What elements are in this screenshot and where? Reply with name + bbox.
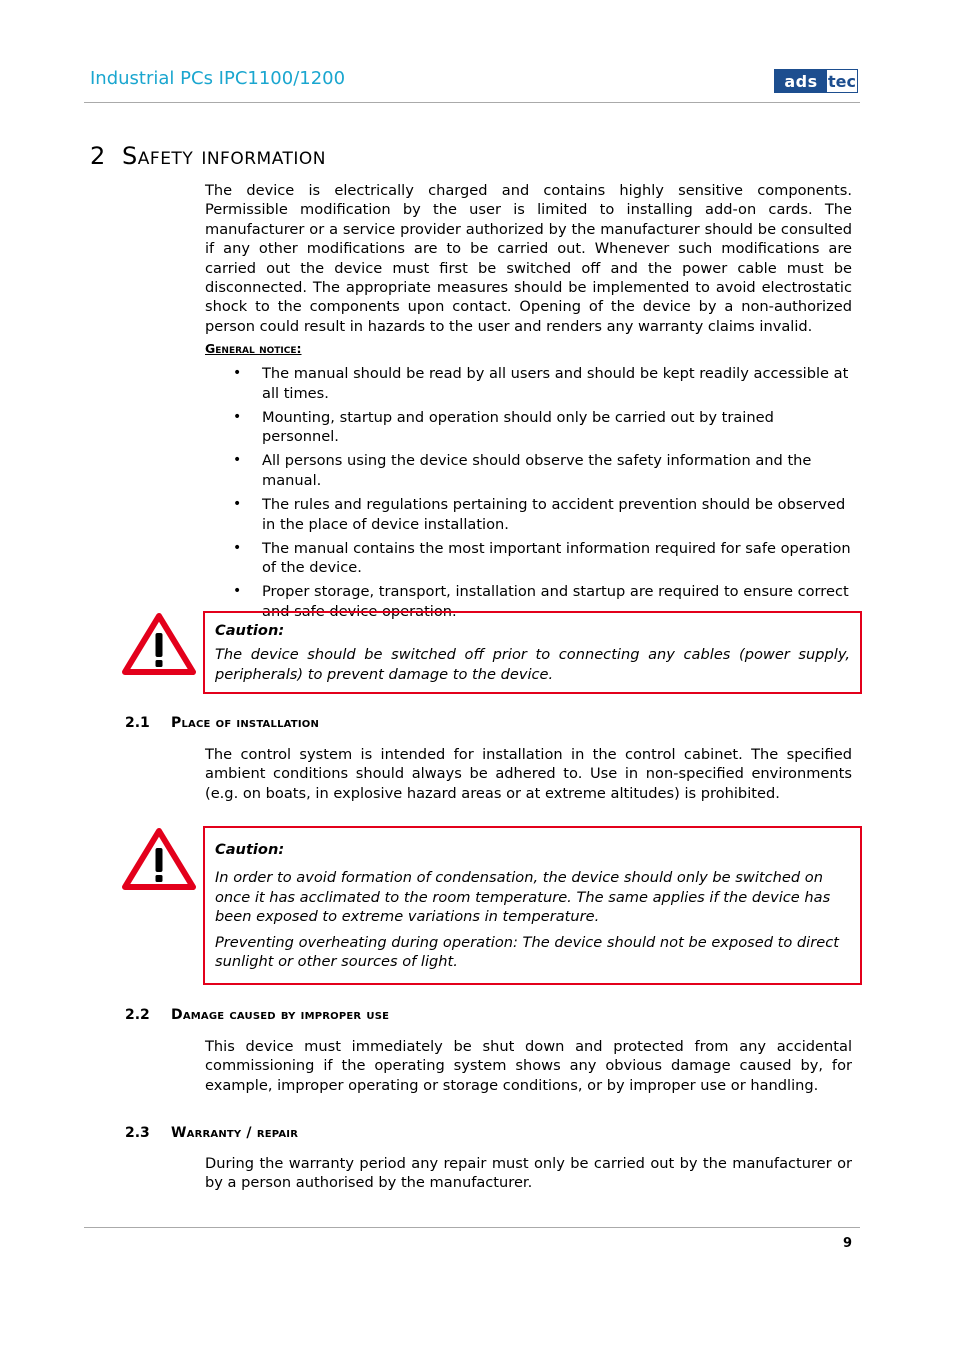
page-number: 9 — [842, 1236, 852, 1251]
logo-right-text: tec — [828, 71, 856, 91]
section-number: 2.3 — [125, 1125, 150, 1141]
list-item: • Proper storage, transport, installation and startup are required to ensure correct and safe device operation. — [233, 583, 849, 621]
list-item: • The manual should be read by all users and should be kept readily accessible at all times. — [233, 365, 849, 402]
caution-label: Caution: — [215, 841, 285, 858]
header-title: Industrial PCs IPC1100/1200 — [90, 68, 346, 89]
intro-paragraph: The device is electrically charged and contains highly sensitive components. Permissible modification by the user is limited to installing add-on cards. The manufacturer or a service provider authorized by the manufacturer should be consulted if any other modifications are to be carried out. Whenever such modifications are carried out the device must first be switched off and the power cable must be disconnected. The appropriate measures should be implemented to avoid electrostatic shock to the components upon contact. Opening of the device by a non-authorized person could result in hazards to the user and renders any warranty claims invalid. — [205, 182, 852, 335]
section-title: Damage caused by improper use — [171, 1007, 390, 1023]
section-2-2-text: This device must immediately be shut down and protected from any accidental commissioning if the operating system shows any obvious damage caused by, for example, improper operating or storage conditions, or by improper use or handling. — [205, 1038, 852, 1094]
list-item: • The rules and regulations pertaining to accident prevention should be observed in the place of device installation. — [233, 496, 846, 533]
bullet-icon: • — [233, 539, 242, 556]
section-heading-2-3 — [125, 1125, 298, 1141]
company-logo — [774, 69, 858, 93]
chapter-number: 2 — [90, 142, 106, 170]
section-title: Warranty / repair — [171, 1125, 299, 1141]
caution-box-condensation — [203, 826, 862, 985]
general-notice-heading: General notice: — [205, 341, 302, 356]
logo-left-text: ads — [775, 70, 827, 92]
list-item: • Mounting, startup and operation should only be carried out by trained personnel. — [233, 408, 774, 446]
bullet-icon: • — [233, 452, 242, 469]
section-2-1-text: The control system is intended for installation in the control cabinet. The specified ambient conditions should always be adhered to. Use in non-specified environments (e.g. on boats, in explosive hazard areas or at extreme altitudes) is prohibited. — [205, 746, 852, 802]
header-divider — [84, 102, 860, 103]
bullet-icon: • — [233, 365, 242, 381]
bullet-icon: • — [233, 408, 242, 425]
section-2-3-text: During the warranty period any repair must only be carried out by the manufacturer or by a person authorised by the manufacturer. — [205, 1155, 852, 1192]
list-item: • All persons using the device should observe the safety information and the manual. — [233, 452, 812, 489]
section-heading-2-2 — [125, 1007, 389, 1023]
caution-box-cables — [203, 611, 862, 694]
bullet-icon: • — [233, 583, 242, 600]
section-heading-2-1 — [125, 715, 319, 731]
chapter-heading — [90, 142, 326, 170]
warning-triangle-icon — [122, 828, 196, 890]
caution-text: The device should be switched off prior to connecting any cables (power supply, peripherals) to prevent damage to the device. — [215, 646, 850, 683]
caution-paragraph-condensation: In order to avoid formation of condensation, the device should only be switched on once it has acclimated to the room temperature. The same applies if the device has been exposed to extreme variations in temperature. — [215, 869, 831, 926]
warning-triangle-icon — [122, 613, 196, 675]
caution-paragraph-overheating: Preventing overheating during operation: The device should not be exposed to direct sunlight or other sources of light. — [215, 933, 839, 971]
footer-divider — [84, 1227, 860, 1228]
caution-label: Caution: — [215, 622, 285, 639]
chapter-title: Safety information — [122, 142, 327, 170]
list-item: • The manual contains the most important information required for safe operation of the device. — [233, 539, 851, 577]
section-title: Place of installation — [171, 715, 320, 731]
section-number: 2.1 — [125, 715, 150, 731]
bullet-icon: • — [233, 496, 242, 513]
section-number: 2.2 — [125, 1007, 150, 1023]
general-notice-list — [205, 364, 852, 626]
